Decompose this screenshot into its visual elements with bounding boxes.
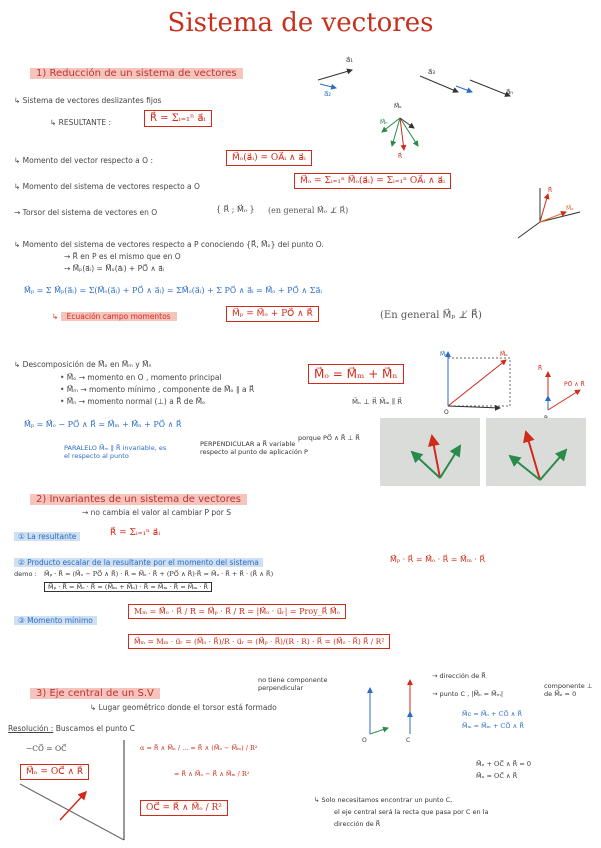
fig-label-mo: M⃗ₒ <box>394 103 402 110</box>
decomp-label-po-r: PO⃗ ∧ R⃗ <box>564 381 585 388</box>
section-1-heading: 1) Reducción de un sistema de vectores <box>30 68 243 79</box>
descomp-item: • M⃗ₙ → momento normal (⊥) a R⃗ de M⃗ₒ <box>60 397 206 406</box>
perp-note: PERPENDICULAR a R⃗ variable respecto al punto de aplicación P <box>200 440 308 456</box>
ecuacion-note: (En general M⃗ₚ ⊥̸ R⃗) <box>380 310 482 321</box>
torsor-values: { R⃗ ; M⃗ₒ } <box>216 205 255 214</box>
mp-equation: M⃗ₚ = M⃗ₒ − PO⃗ ∧ R⃗ = M⃗ₘ + M⃗ₙ + PO⃗ ∧ R⃗ <box>24 420 182 429</box>
axes-label-r: R⃗ <box>548 187 553 194</box>
eje-eq-c4: M⃗ₙ = OC⃗ ∧ R⃗ <box>476 772 518 780</box>
eje-cond-1: → dirección de R⃗ <box>432 672 486 680</box>
fig-label-a2: a⃗₂ <box>324 90 332 98</box>
torsor-label: → Torsor del sistema de vectores en O <box>14 208 158 217</box>
fig-label-mn: M⃗ₙ <box>380 119 388 126</box>
section-3-sub: ↳ Lugar geométrico donde el torsor está formado <box>90 703 277 712</box>
decomp-label-mm: M⃗ₘ <box>440 351 449 358</box>
descomp-item: • M⃗ₘ → momento mínimo , componente de M⃗ₒ ∥ a R⃗ <box>60 385 255 394</box>
eje-eq-c1: M⃗c = M⃗ₒ + CO⃗ ∧ R⃗ <box>462 710 523 718</box>
eje-label-o: O <box>362 737 367 744</box>
section-2-sub: → no cambia el valor al cambiar P por S <box>82 508 231 517</box>
section-3-heading: 3) Eje central de un S.V <box>30 688 160 699</box>
eje-label-c: C <box>406 737 411 744</box>
photo-panel-right <box>486 418 586 486</box>
mn-oc-equation: M⃗ₙ = OC⃗ ∧ R⃗ <box>20 764 89 780</box>
decomp-label-r: R⃗ <box>538 365 543 372</box>
decomposition-figure <box>448 352 580 410</box>
momento-p-sub2: → M⃗ₚ(a⃗ᵢ) = M⃗ₒ(a⃗ᵢ) + PO⃗ ∧ a⃗ᵢ <box>64 264 165 273</box>
invariant-1-equation: R⃗ = Σᵢ₌₁ⁿ a⃗ᵢ <box>110 528 161 538</box>
ecuacion-equation: M⃗ₚ = M⃗ₒ + PO⃗ ∧ R⃗ <box>226 306 319 322</box>
eje-eq-c2: M⃗ₘ = M⃗ₘ + CO⃗ ∧ R⃗ <box>462 722 524 730</box>
descomp-label: ↳ Descomposición de M⃗ₒ en M⃗ₘ y M⃗ₙ <box>14 360 152 369</box>
momento-vector-label: ↳ Momento del vector respecto a O : <box>14 156 153 165</box>
solo-note-2: el eje central será la recta que pasa por C en la <box>334 808 489 816</box>
descomp-equation: M⃗ₒ = M⃗ₘ + M⃗ₙ <box>308 364 404 384</box>
invariant-2-label: ② Producto escalar de la resultante por el momento del sistema <box>14 558 263 567</box>
perp-par-text: M⃗ₙ ⊥ R⃗ M⃗ₘ ∥ R⃗ <box>352 398 403 406</box>
section-2-heading: 2) Invariantes de un sistema de vectores <box>30 494 247 505</box>
alpha-equation: α = R⃗ ∧ M⃗ₙ / ... = R⃗ ∧ (M⃗ₒ − M⃗ₘ) / R² <box>140 744 258 752</box>
resolucion-label: Resolución : Buscamos el punto C <box>8 724 135 733</box>
solo-note: ↳ Solo necesitamos encontrar un punto C, <box>314 796 453 804</box>
invariant-2-equation: M⃗ₚ · R⃗ = M⃗ₒ · R⃗ = M⃗ₘ · R⃗ <box>390 555 486 564</box>
page-title: Sistema de vectores <box>167 8 434 38</box>
co-oc-equation: −CO⃗ = OC⃗ <box>26 744 67 753</box>
momento-p-label: ↳ Momento del sistema de vectores respecto a P conociendo {R⃗, M⃗ₒ} del punto O. <box>14 240 324 249</box>
eje-cond-note: componente ⊥ de M⃗ₒ = 0 <box>544 682 593 698</box>
solo-note-3: dirección de R⃗ <box>334 820 381 828</box>
vector-system-figure <box>318 70 510 150</box>
momento-sistema-label: ↳ Momento del sistema de vectores respecto a O <box>14 182 200 191</box>
invariant-2-demo-label: demo : <box>14 570 37 578</box>
momento-sistema-equation: M⃗ₒ = Σᵢ₌₁ⁿ M⃗ₒ(a⃗ᵢ) = Σᵢ₌₁ⁿ OA⃗ᵢ ∧ a⃗ᵢ <box>294 173 451 189</box>
invariant-3-equation-1: Mₘ = M⃗ₒ · R⃗ / R = M⃗ₚ · R⃗ / R = |M⃗ₒ · u⃗ᵣ| = Proy_R⃗ M⃗ₒ <box>128 604 346 619</box>
resolucion-text: Buscamos el punto C <box>55 724 135 733</box>
invariant-3-equation-2: M⃗ₘ = Mₘ · u⃗ᵣ = (M⃗ₒ · R⃗)/R · u⃗ᵣ = (M⃗ₚ · R⃗)/(R · R) · R⃗ = (M⃗ₒ · R⃗) R⃗ / R² <box>128 634 390 649</box>
resultante-label: ↳ RESULTANTE : <box>50 118 111 127</box>
resolution-figure <box>20 740 124 840</box>
momento-vector-equation: M⃗ₒ(a⃗ᵢ) = OA⃗ᵢ ∧ a⃗ᵢ <box>226 150 312 166</box>
oc-equation: OC⃗ = R⃗ ∧ M⃗ₒ / R² <box>140 800 228 816</box>
momento-p-sub1: → R⃗ en P es el mismo que en O <box>64 252 181 261</box>
eje-central-figure <box>370 680 410 734</box>
invariant-2-demo-2: M⃗ₚ · R⃗ = M⃗ₒ · R⃗ = (M⃗ₘ + M⃗ₙ) · R⃗ = M⃗ₘ · R⃗ = M⃗ₘ · R⃗ <box>44 582 212 592</box>
fig-label-a3: a⃗₃ <box>428 68 436 76</box>
fig-label-a1: a⃗₁ <box>346 56 354 64</box>
paralelo-note: PARALELO M⃗ₘ ∥ R⃗ invariable, es el respecto al punto <box>64 444 167 460</box>
axes-label-mo: M⃗ₒ <box>566 205 574 212</box>
resultante-equation: R⃗ = Σᵢ₌₁ⁿ a⃗ᵢ <box>144 110 212 127</box>
eje-eq-c3: M⃗ₙ + OC⃗ ∧ R⃗ = 0 <box>476 760 531 768</box>
decomp-label-o: O <box>444 409 449 416</box>
decomp-label-mo: M⃗ₒ <box>500 351 508 358</box>
eje-note-top: no tiene componente perpendicular <box>258 676 328 692</box>
descomp-item: • M⃗ₒ → momento en O , momento principal <box>60 373 222 382</box>
fig-label-an: a⃗ₙ <box>506 88 514 96</box>
invariant-2-demo-1: M⃗ₚ · R⃗ = (M⃗ₒ − PO⃗ ∧ R⃗) · R⃗ = M⃗ₒ · R⃗ + (PO⃗ ∧ R⃗)·R⃗ = M⃗ₒ · R⃗ + R⃗ · (R⃗ ∧ R⃗) <box>44 570 274 578</box>
eje-cond-2: → punto C , |M⃗ₙ = M⃗ₘ| <box>432 690 504 698</box>
ecuacion-label: ↳ Ecuación campo momentos <box>52 312 177 321</box>
axes-figure <box>518 188 580 238</box>
sistema-text: ↳ Sistema de vectores deslizantes fijos <box>14 96 162 105</box>
invariant-1-label: ① La resultante <box>14 532 80 541</box>
fig-label-r: R⃗ <box>398 153 403 160</box>
torsor-note: (en general M⃗ₒ ⊥̸ R⃗) <box>268 206 349 215</box>
photo-panel-left <box>380 418 480 486</box>
momento-p-equation: M⃗ₚ = Σ M⃗ₚ(a⃗ᵢ) = Σ(M⃗ₒ(a⃗ᵢ) + PO⃗ ∧ a⃗ᵢ) = ΣM⃗ₒ(a⃗ᵢ) + Σ PO⃗ ∧ a⃗ᵢ = M⃗ₒ + PO⃗ ∧ Σa⃗ᵢ <box>24 286 322 295</box>
invariant-3-label: ③ Momento mínimo <box>14 616 97 625</box>
alpha-equation-2: = R⃗ ∧ M⃗ₒ − R⃗ ∧ M⃗ₘ / R² <box>174 770 250 778</box>
porque-note: porque PO⃗ ∧ R⃗ ⊥ R⃗ <box>298 434 360 442</box>
